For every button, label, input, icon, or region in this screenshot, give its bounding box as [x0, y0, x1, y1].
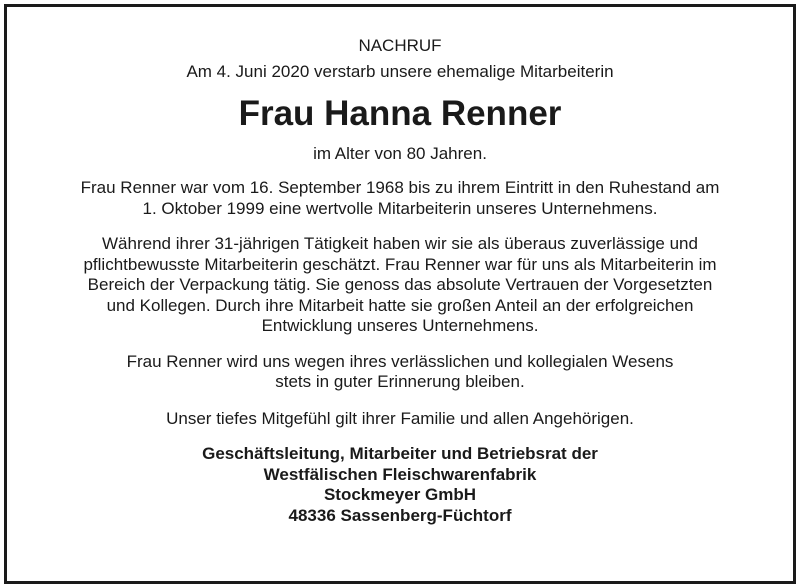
text-line: 1. Oktober 1999 eine wertvolle Mitarbeiterin unseres Unternehmens.: [142, 198, 658, 218]
company-name: Westfälischen Fleischwarenfabrik: [263, 464, 537, 484]
obituary-notice: [7, 7, 793, 526]
paragraph-tribute: [7, 234, 793, 337]
paragraph-condolence: [7, 409, 793, 430]
intro-line: Am 4. Juni 2020 verstarb unsere ehemalige Mitarbeiterin: [186, 62, 614, 81]
text-line: Frau Renner war vom 16. September 1968 bis zu ihrem Eintritt in den Ruhestand am: [80, 178, 720, 197]
age-line: im Alter von 80 Jahren.: [313, 144, 487, 163]
text-line: stets in guter Erinnerung bleiben.: [275, 372, 525, 391]
paragraph-employment: [7, 178, 793, 219]
text-line: Unser tiefes Mitgefühl gilt ihrer Familie und allen Angehörigen.: [166, 408, 634, 428]
text-line: Bereich der Verpackung tätig. Sie genoss das absolute Vertrauen der Vorgesetzten: [87, 275, 713, 294]
deceased-name: Frau Hanna Renner: [238, 94, 562, 133]
company-legal-name: Stockmeyer GmbH: [323, 485, 477, 504]
signature-line: Geschäftsleitung, Mitarbeiter und Betriebsrat der: [202, 444, 598, 463]
paragraph-remembrance: [7, 352, 793, 393]
text-line: pflichtbewusste Mitarbeiterin geschätzt. Frau Renner war für uns als Mitarbeiterin im: [83, 254, 717, 274]
company-address: 48336 Sassenberg-Füchtorf: [288, 505, 512, 525]
signature-block: [7, 444, 793, 526]
text-line: Entwicklung unseres Unternehmens.: [261, 316, 539, 335]
text-line: und Kollegen. Durch ihre Mitarbeit hatte sie großen Anteil an der erfolgreichen: [106, 295, 694, 315]
text-line: Während ihrer 31-jährigen Tätigkeit haben wir sie als überaus zuverlässige und: [102, 234, 698, 253]
text-line: Frau Renner wird uns wegen ihres verlässlichen und kollegialen Wesens: [126, 351, 674, 371]
notice-heading: NACHRUF: [358, 36, 442, 55]
